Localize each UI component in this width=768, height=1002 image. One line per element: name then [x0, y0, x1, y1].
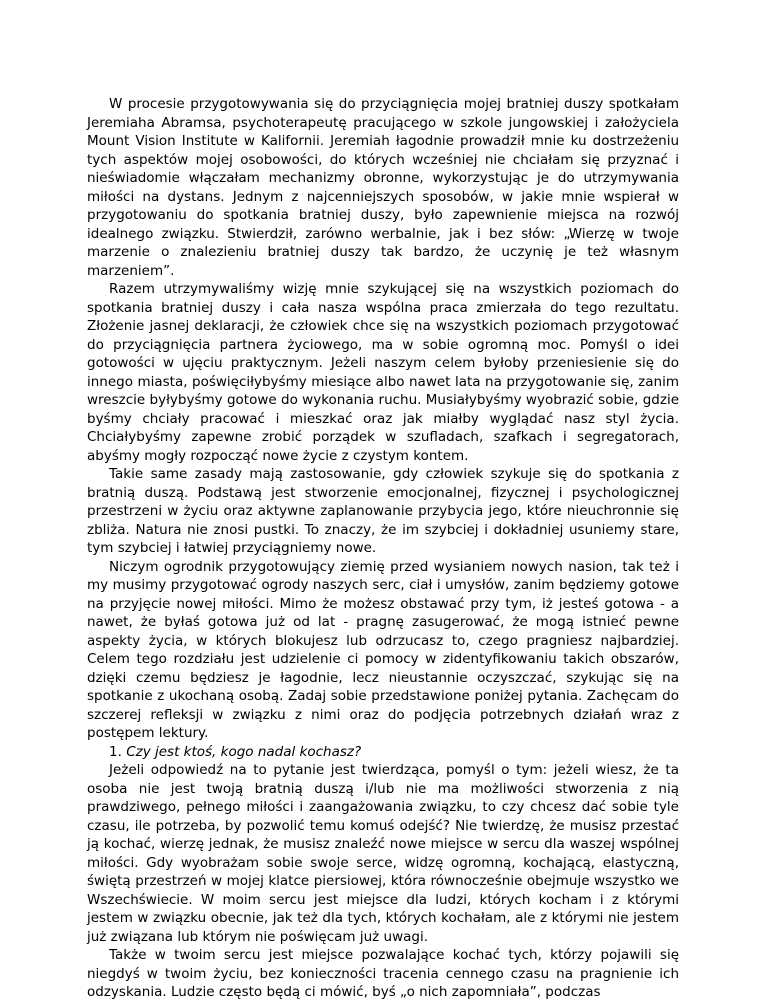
document-page — [87, 95, 679, 1002]
body-paragraph: W procesie przygotowywania się do przyciągnięcia mojej bratniej duszy spotkałam Jeremiaha Abramsa, psychoterapeutę pracującego w szkole jungowskiej i założyciela Mount Vision Institute w Kalifornii. Jeremiah łagodnie prowadził mnie ku dostrzeżeniu tych aspektów mojej osobowości, do których wcześniej nie chciałam się przyznać i nieświadomie włączałam mechanizmy obronne, wykorzystując je do utrzymywania miłości na dystans. Jednym z najcenniejszych sposobów, w jakie mnie wspierał w przygotowaniu do spotkania bratniej duszy, było zapewnienie miejsca na rozwój idealnego związku. Stwierdził, zarówno werbalnie, jak i bez słów: „Wierzę w twoje marzenie o znalezieniu bratniej duszy tak bardzo, że uczynię je też własnym marzeniem”. — [87, 96, 679, 279]
body-paragraph: Także w twoim sercu jest miejsce pozwalające kochać tych, którzy pojawili się niegdyś w twoim życiu, bez konieczności tracenia cennego czasu na pragnienie ich odzyskania. Ludzie często będą ci mówić, byś „o nich zapomniała”, podczas — [87, 947, 679, 1000]
question-number: 1. — [109, 743, 122, 760]
body-paragraph: Takie same zasady mają zastosowanie, gdy człowiek szykuje się do spotkania z bratnią duszą. Podstawą jest stworzenie emocjonalnej, fizycznej i psychologicznej przestrzeni w życiu oraz aktywne zaplanowanie przybycia jego, które nieuchronnie się zbliża. Natura nie znosi pustki. To znaczy, że im szybciej i dokładniej usuniemy stare, tym szybciej i łatwiej przyciągniemy nowe. — [87, 466, 679, 556]
body-paragraph: Razem utrzymywaliśmy wizję mnie szykującej się na wszystkich poziomach do spotkania bratniej duszy i cała nasza wspólna praca zmierzała do tego rezultatu. Złożenie jasnej deklaracji, że człowiek chce się na wszystkich poziomach przygotować do przyciągnięcia partnera życiowego, ma w sobie ogromną moc. Pomyśl o idei gotowości w ujęciu praktycznym. Jeżeli naszym celem byłoby przeniesienie się do innego miasta, poświęciłybyśmy miesiące albo nawet lata na przygotowanie się, zanim wreszcie byłybyśmy gotowe do wykonania ruchu. Musiałybyśmy wyobrazić sobie, gdzie byśmy chciały pracować i mieszkać oraz jak miałby wyglądać nasz styl życia. Chciałybyśmy zapewne zrobić porządek w szufladach, szafkach i segregatorach, abyśmy mogły rozpocząć nowe życie z czystym kontem. — [87, 281, 679, 464]
question-heading — [87, 743, 679, 762]
question-text: Czy jest ktoś, kogo nadal kochasz? — [126, 743, 362, 760]
body-paragraph: Jeżeli odpowiedź na to pytanie jest twierdząca, pomyśl o tym: jeżeli wiesz, że ta osoba nie jest twoją bratnią duszą i/lub nie ma możliwości stworzenia z nią prawdziwego, pełnego miłości i zaangażowania związku, to czy chcesz dać sobie tyle czasu, ile potrzeba, by pozwolić temu komuś odejść? Nie twierdzę, że musisz przestać ją kochać, wierzę jednak, że musisz znaleźć nowe miejsce w sercu dla waszej wspólnej miłości. Gdy wyobrażam sobie swoje serce, widzę ogromną, kochającą, elastyczną, świętą przestrzeń w mojej klatce piersiowej, która równocześnie obejmuje wszystko we Wszechświecie. W moim sercu jest miejsce dla ludzi, których kocham i z którymi jestem w związku obecnie, jak też dla tych, których kochałam, ale z którymi nie jestem już związana lub którym nie poświęcam już uwagi. — [87, 762, 679, 945]
body-paragraph: Niczym ogrodnik przygotowujący ziemię przed wysianiem nowych nasion, tak też i my musimy przygotować ogrody naszych serc, ciał i umysłów, zanim będziemy gotowe na przyjęcie nowej miłości. Mimo że możesz obstawać przy tym, iż jesteś gotowa - a nawet, że byłaś gotowa już od lat - pragnę zasugerować, że mogą istnieć pewne aspekty życia, w których blokujesz lub odrzucasz to, czego pragniesz najbardziej. Celem tego rozdziału jest udzielenie ci pomocy w zidentyfikowaniu takich obszarów, dzięki czemu będziesz je łagodnie, lecz nieustannie oczyszczać, szykując się na spotkanie z ukochaną osobą. Zadaj sobie przedstawione poniżej pytania. Zachęcam do szczerej refleksji w związku z nimi oraz do podjęcia potrzebnych działań wraz z postępem lektury. — [87, 558, 679, 741]
